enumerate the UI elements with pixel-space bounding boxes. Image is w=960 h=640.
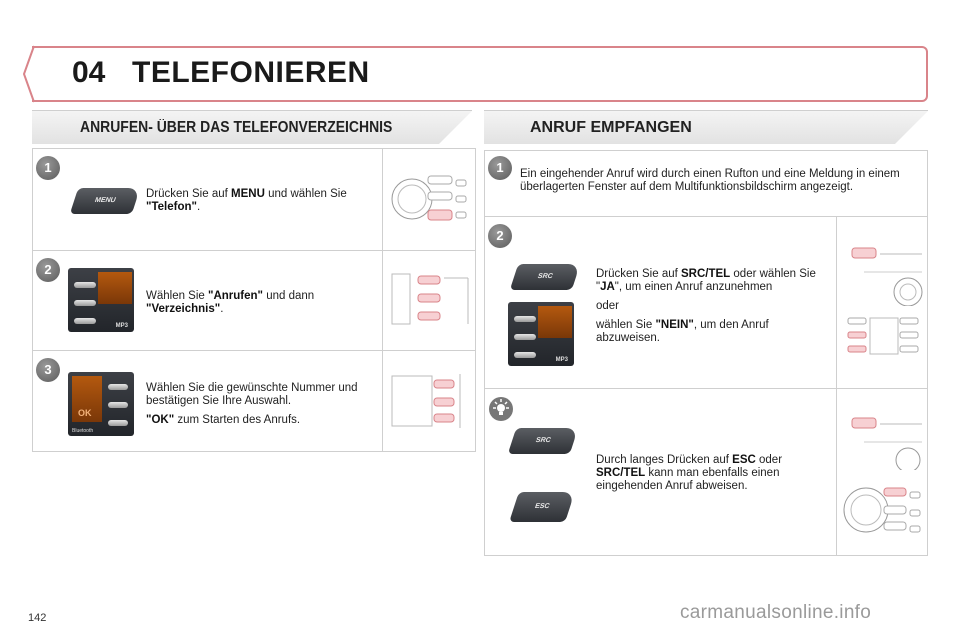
left-step-2-text: Wählen Sie "Anrufen" und dann "Verzeichnis". (146, 290, 315, 315)
esc-button-image: ESC (509, 492, 575, 522)
bluetooth-panel-sketch (390, 370, 470, 432)
esc-tip-sketch (842, 480, 924, 542)
chapter-number: 04 (72, 56, 106, 89)
call-accept-display-image: MP3 (508, 302, 574, 366)
src-tel-button-image: SRC (510, 264, 580, 290)
left-section-title: ANRUFEN- ÜBER DAS TELEFONVERZEICHNIS (80, 119, 393, 136)
left-step-3-text: Wählen Sie die gewünschte Nummer und bestätigen Sie Ihre Auswahl. "OK" zum Starten des Anrufs. (146, 382, 358, 426)
answer-buttons-sketch (842, 314, 924, 358)
src-tel-tip-sketch (844, 414, 924, 470)
tip-lightbulb-icon (488, 396, 514, 422)
phone-menu-display-image: MP3 (68, 268, 134, 332)
right-step-1-text: Ein eingehender Anruf wird durch einen Rufton und eine Meldung in einem überlagerten Fenster auf dem Multifunktionsbildschirm angezeigt. (520, 168, 900, 193)
menu-button-image: MENU (70, 188, 140, 214)
radio-menu-sketch (390, 168, 470, 230)
src-tel-long-press-image: SRC (508, 428, 578, 454)
src-tel-sketch (844, 244, 924, 306)
step-2-badge: 2 (36, 258, 60, 282)
radio-buttons-sketch (390, 268, 470, 330)
right-section-title: ANRUF EMPFANGEN (530, 119, 692, 136)
left-section-banner (32, 110, 472, 144)
right-step-2-badge: 2 (488, 224, 512, 248)
tip-text: Durch langes Drücken auf ESC oder SRC/TEL kann man ebenfalls einen eingehenden Anruf abweisen. (596, 454, 783, 492)
watermark: carmanualsonline.info (680, 602, 872, 623)
page-title: TELEFONIEREN (132, 56, 370, 89)
right-step-2-text: Drücken Sie auf SRC/TEL oder wählen Sie "JA", um einen Anruf anzunehmen oder wählen Sie "NEIN", um den Anruf abzuweisen. (596, 268, 816, 344)
right-step-1-badge: 1 (488, 156, 512, 180)
step-3-badge: 3 (36, 358, 60, 382)
left-step-1-text: Drücken Sie auf MENU und wählen Sie "Telefon". (146, 188, 347, 213)
page-number: 142 (28, 612, 47, 624)
step-1-badge: 1 (36, 156, 60, 180)
contact-select-display-image: OK Bluetooth (68, 372, 134, 436)
right-section-banner (484, 110, 928, 144)
